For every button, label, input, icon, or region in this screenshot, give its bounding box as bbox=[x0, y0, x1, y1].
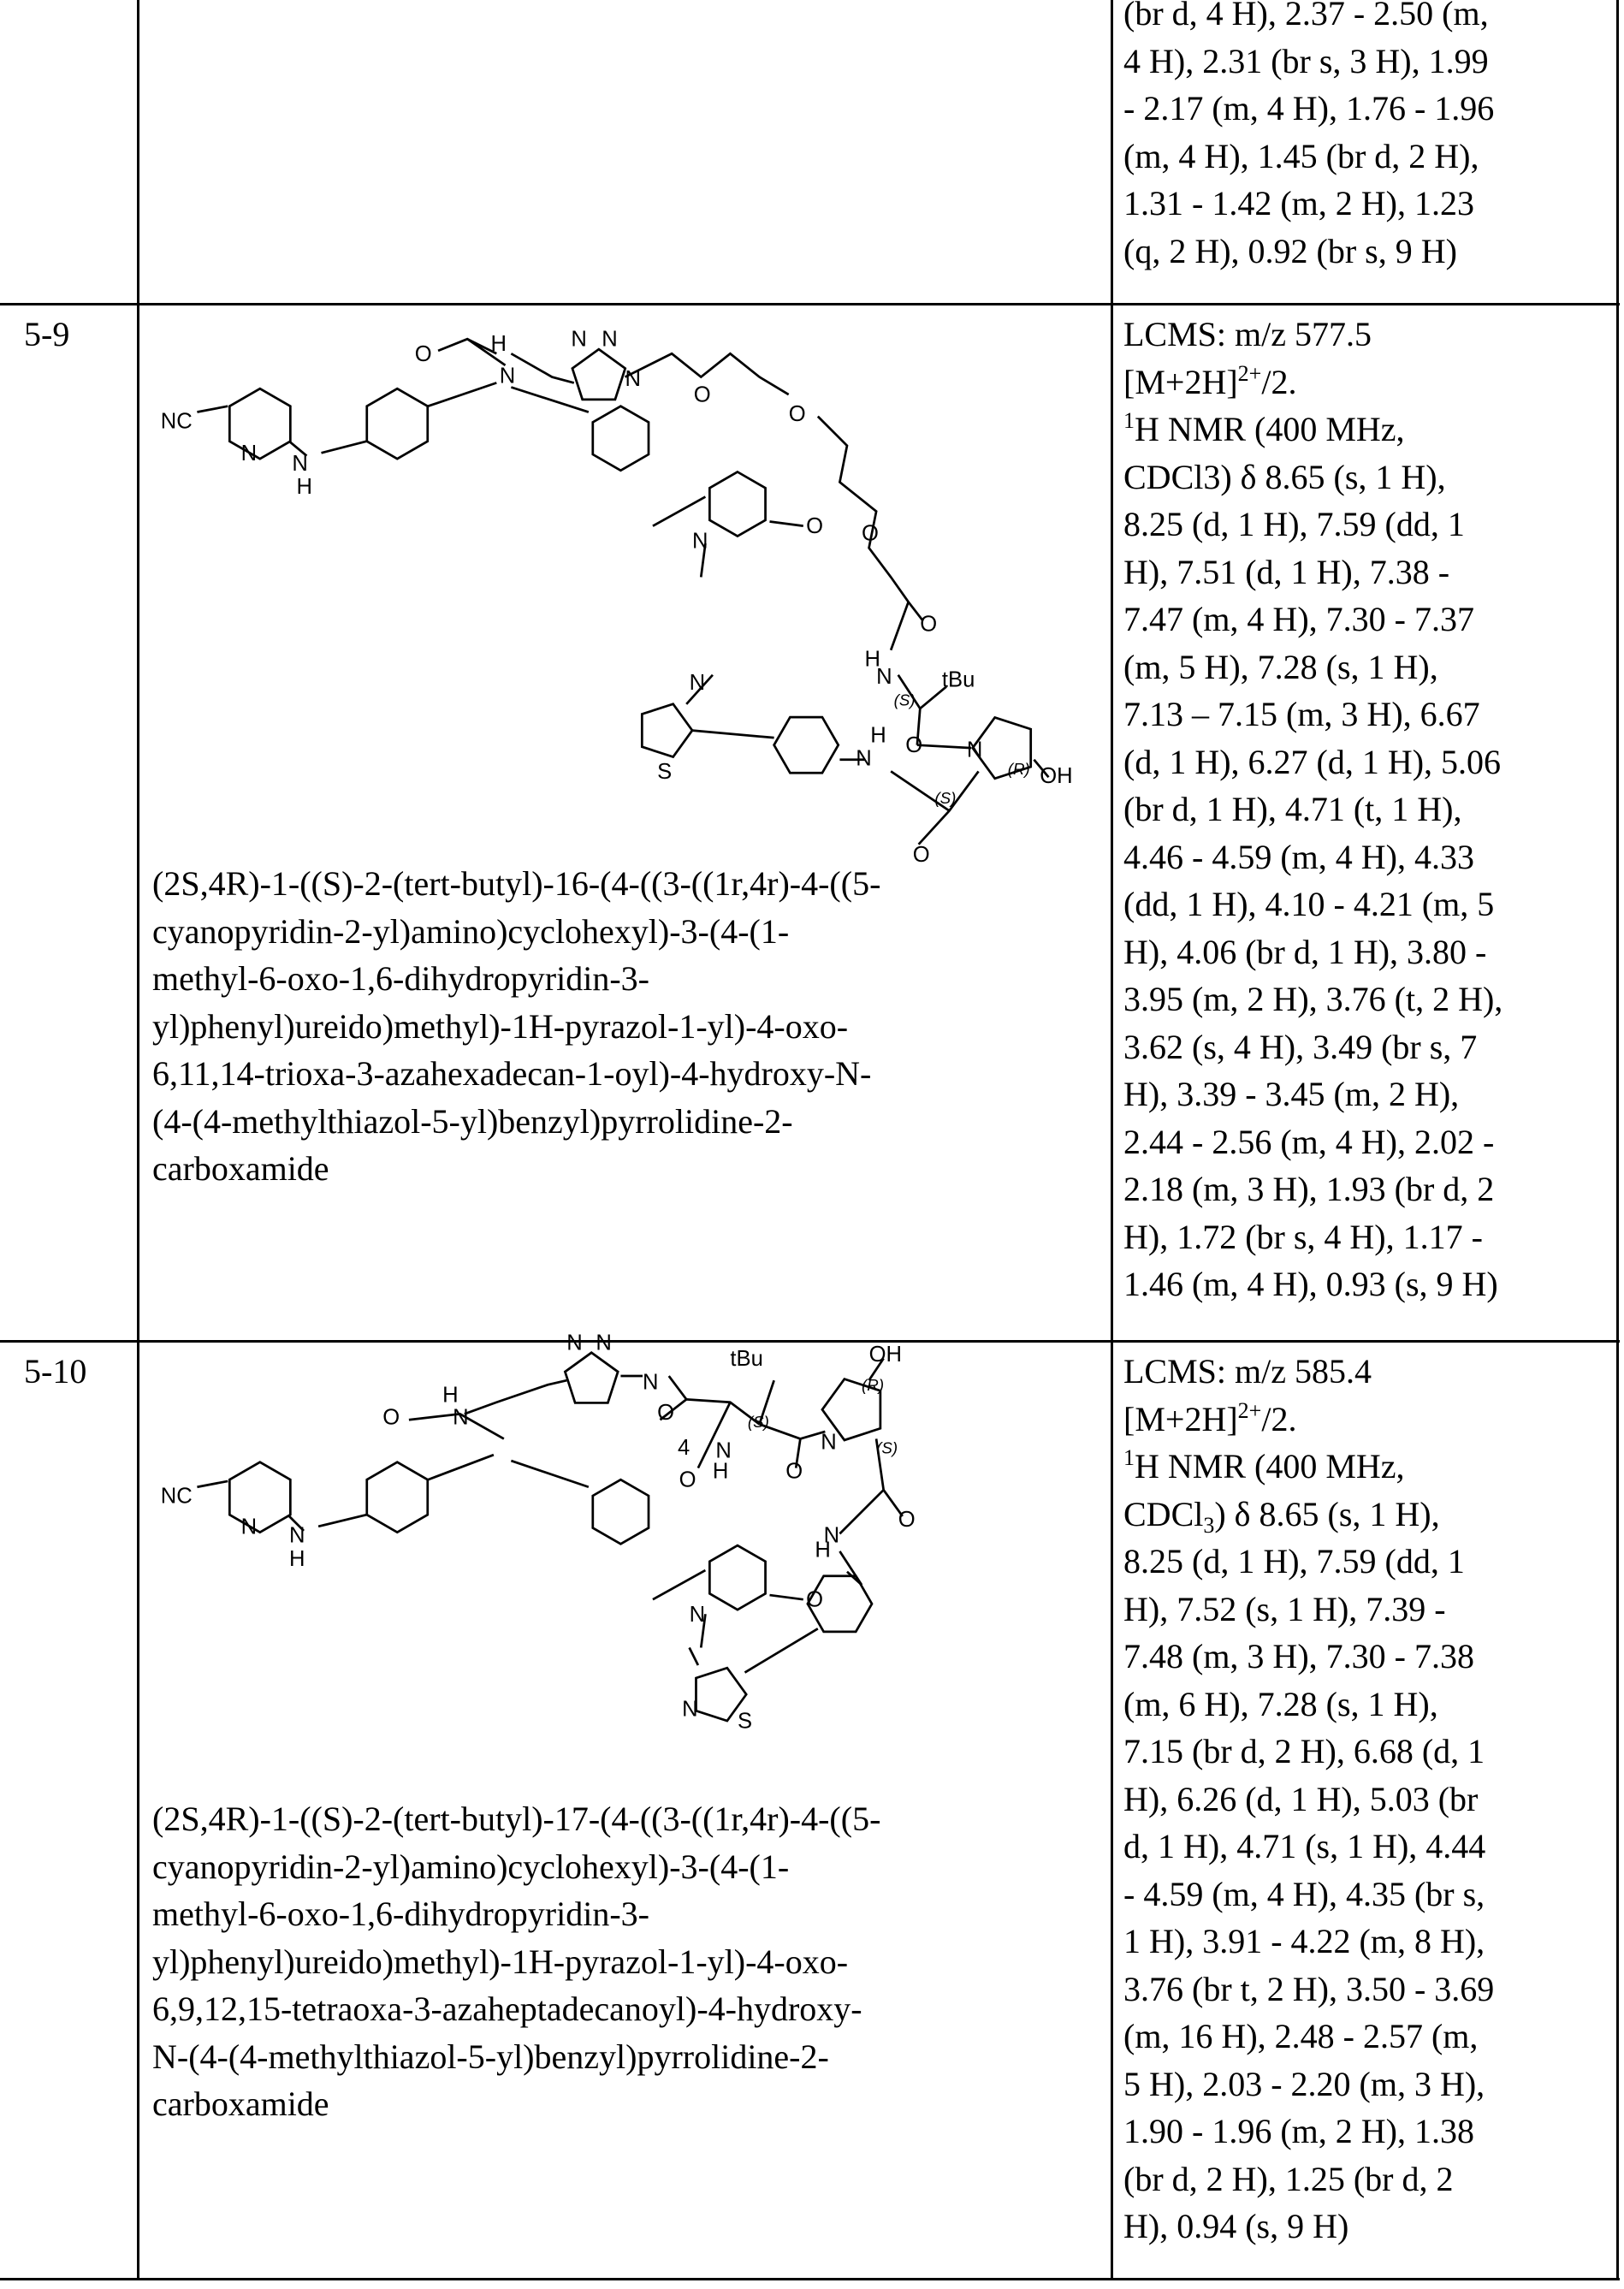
name-line: methyl-6-oxo-1,6-dihydropyridin-3- bbox=[152, 1890, 880, 1938]
bond bbox=[1034, 760, 1048, 777]
atom-label: OH bbox=[1040, 764, 1072, 788]
bond bbox=[511, 388, 588, 412]
atom-label: O bbox=[789, 402, 806, 426]
ring bbox=[229, 388, 290, 459]
atom-label: O bbox=[785, 1460, 803, 1484]
atom-label: N bbox=[241, 442, 257, 466]
atom-label: N bbox=[566, 1331, 582, 1355]
bond bbox=[511, 1461, 588, 1487]
nmr-line: 7.13 – 7.15 (m, 3 H), 6.67 bbox=[1123, 691, 1502, 738]
nmr-line: 3.76 (br t, 2 H), 3.50 - 3.69 bbox=[1123, 1966, 1494, 2013]
nmr-line: 1.31 - 1.42 (m, 2 H), 1.23 bbox=[1123, 180, 1494, 228]
atom-label: N bbox=[856, 747, 871, 771]
solvent-line bbox=[1123, 1491, 1494, 1539]
bond bbox=[428, 1455, 494, 1480]
lcms-line: LCMS: m/z 577.5 bbox=[1123, 311, 1502, 359]
nmr-line: 8.25 (d, 1 H), 7.59 (dd, 1 bbox=[1123, 501, 1502, 549]
ring bbox=[709, 1545, 765, 1610]
lcms-line: LCMS: m/z 585.4 bbox=[1123, 1348, 1494, 1396]
name-line: N-(4-(4-methylthiazol-5-yl)benzyl)pyrrolidine-2- bbox=[152, 2033, 880, 2081]
ring bbox=[808, 1576, 872, 1632]
nmr-line: (dd, 1 H), 4.10 - 4.21 (m, 5 bbox=[1123, 881, 1502, 928]
nmr-line: (m, 6 H), 7.28 (s, 1 H), bbox=[1123, 1681, 1494, 1729]
atom-label: O bbox=[913, 843, 930, 867]
nmr-line: 3.62 (s, 4 H), 3.49 (br s, 7 bbox=[1123, 1023, 1502, 1071]
atom-label: O bbox=[382, 1405, 400, 1429]
bond bbox=[653, 1570, 705, 1599]
nmr-line: H), 7.52 (s, 1 H), 7.39 - bbox=[1123, 1586, 1494, 1634]
table-right-border bbox=[1616, 0, 1619, 2280]
bond bbox=[884, 1490, 903, 1516]
atom-label: O bbox=[806, 514, 823, 538]
bond bbox=[289, 442, 306, 456]
ion-charge: 2+ bbox=[1238, 361, 1262, 386]
column-divider bbox=[1111, 0, 1113, 2280]
nmr-line: 4.46 - 4.59 (m, 4 H), 4.33 bbox=[1123, 833, 1502, 881]
bond bbox=[796, 1438, 800, 1468]
ion: [M+2H] bbox=[1123, 363, 1238, 401]
compound-name bbox=[152, 860, 880, 1193]
bond bbox=[511, 353, 573, 382]
ring bbox=[774, 717, 839, 773]
nmr-head: H NMR (400 MHz, bbox=[1135, 1447, 1405, 1485]
atom-label: H bbox=[864, 648, 880, 672]
name-line: carboxamide bbox=[152, 1145, 880, 1193]
name-line: (4-(4-methylthiazol-5-yl)benzyl)pyrrolidine-2- bbox=[152, 1098, 880, 1146]
atom-label: H bbox=[713, 1460, 728, 1484]
ion-line bbox=[1123, 1396, 1494, 1444]
solvent: CDCl bbox=[1123, 1495, 1203, 1533]
atom-label: N bbox=[682, 1698, 697, 1722]
atom-label: NC bbox=[161, 409, 193, 433]
bond bbox=[690, 1648, 698, 1665]
nmr-line: (q, 2 H), 0.92 (br s, 9 H) bbox=[1123, 228, 1494, 276]
atom-label: O bbox=[905, 733, 922, 757]
nmr-cell-continued bbox=[1123, 0, 1494, 275]
column-divider bbox=[137, 0, 139, 2280]
atom-label: N bbox=[289, 1524, 305, 1548]
bond bbox=[898, 675, 946, 709]
ring bbox=[822, 1379, 880, 1440]
name-line: 6,11,14-trioxa-3-azahexadecan-1-oyl)-4-hydroxy-N- bbox=[152, 1050, 880, 1098]
solvent-subscript: 3 bbox=[1203, 1513, 1214, 1538]
atom-label: N bbox=[292, 452, 307, 476]
nmr-head: H NMR (400 MHz, bbox=[1135, 410, 1405, 448]
row-divider bbox=[0, 303, 1620, 305]
name-line: carboxamide bbox=[152, 2080, 880, 2128]
atom-label: N bbox=[692, 529, 708, 553]
nmr-line: (br d, 1 H), 4.71 (t, 1 H), bbox=[1123, 786, 1502, 833]
nmr-line: H), 0.94 (s, 9 H) bbox=[1123, 2203, 1494, 2250]
bond bbox=[197, 1481, 228, 1487]
atom-label: N bbox=[602, 328, 617, 352]
nmr-line: - 2.17 (m, 4 H), 1.76 - 1.96 bbox=[1123, 85, 1494, 133]
nmr-line: H), 1.72 (br s, 4 H), 1.17 - bbox=[1123, 1213, 1502, 1261]
atom-label: H bbox=[289, 1547, 305, 1571]
nmr-line: (d, 1 H), 6.27 (d, 1 H), 5.06 bbox=[1123, 738, 1502, 786]
compound-name bbox=[152, 1795, 880, 2128]
atom-label: O bbox=[806, 1588, 823, 1612]
nmr-line: (m, 4 H), 1.45 (br d, 2 H), bbox=[1123, 133, 1494, 181]
nmr-line: 5 H), 2.03 - 2.20 (m, 3 H), bbox=[1123, 2061, 1494, 2108]
bond bbox=[744, 1628, 817, 1672]
atom-label: (R) bbox=[1008, 760, 1030, 778]
atom-label: tBu bbox=[730, 1347, 762, 1371]
atom-label: tBu bbox=[942, 667, 975, 691]
atom-label: H bbox=[442, 1384, 458, 1408]
ring bbox=[367, 1462, 428, 1533]
bond bbox=[438, 339, 506, 365]
bond bbox=[686, 675, 713, 704]
row-divider bbox=[0, 1340, 1620, 1343]
bond bbox=[701, 543, 705, 577]
bond bbox=[625, 353, 789, 394]
ring bbox=[593, 406, 649, 471]
table-bottom-border bbox=[0, 2278, 1620, 2280]
bond bbox=[465, 1380, 566, 1414]
atom-label: (S) bbox=[876, 1438, 898, 1456]
nmr-line: - 4.59 (m, 4 H), 4.35 (br s, bbox=[1123, 1871, 1494, 1918]
atom-label: N bbox=[241, 1515, 257, 1539]
name-line: yl)phenyl)ureido)methyl)-1H-pyrazol-1-yl)-4-oxo- bbox=[152, 1003, 880, 1051]
bond bbox=[917, 745, 971, 748]
nmr-line: 1 H), 3.91 - 4.22 (m, 8 H), bbox=[1123, 1918, 1494, 1966]
name-line: yl)phenyl)ureido)methyl)-1H-pyrazol-1-yl)-4-oxo- bbox=[152, 1938, 880, 1986]
bond bbox=[839, 1438, 883, 1533]
nmr-line: 2.44 - 2.56 (m, 4 H), 2.02 - bbox=[1123, 1118, 1502, 1166]
atom-label: O bbox=[898, 1508, 916, 1532]
nmr-line: H), 7.51 (d, 1 H), 7.38 - bbox=[1123, 549, 1502, 596]
ion-charge: 2+ bbox=[1238, 1398, 1262, 1423]
nmr-line: 1.90 - 1.96 (m, 2 H), 1.38 bbox=[1123, 2108, 1494, 2156]
nmr-line: H), 6.26 (d, 1 H), 5.03 (br bbox=[1123, 1776, 1494, 1823]
isotope: 1 bbox=[1123, 1445, 1135, 1470]
bond bbox=[701, 1614, 705, 1647]
nmr-line: (m, 16 H), 2.48 - 2.57 (m, bbox=[1123, 2013, 1494, 2061]
bond bbox=[289, 1516, 304, 1531]
atom-label: N bbox=[643, 1370, 658, 1394]
atom-label: O bbox=[920, 613, 937, 637]
analytical-data-cell bbox=[1123, 1348, 1494, 2250]
bond bbox=[869, 1359, 884, 1381]
name-line: 6,9,12,15-tetraoxa-3-azaheptadecanoyl)-4-hydroxy- bbox=[152, 1985, 880, 2033]
compound-id: 5-9 bbox=[24, 311, 69, 359]
atom-label: 4 bbox=[678, 1436, 690, 1460]
atom-label: O bbox=[862, 522, 879, 546]
ring bbox=[642, 704, 692, 757]
bond bbox=[770, 522, 803, 526]
nmr-line: 4 H), 2.31 (br s, 3 H), 1.99 bbox=[1123, 38, 1494, 86]
atom-label: N bbox=[596, 1331, 611, 1355]
atom-label: (S) bbox=[748, 1413, 769, 1431]
ring bbox=[973, 717, 1031, 778]
bond bbox=[919, 771, 979, 844]
name-line: cyanopyridin-2-yl)amino)cyclohexyl)-3-(4-(1- bbox=[152, 908, 880, 956]
atom-label: H bbox=[870, 723, 886, 747]
nmr-line: (br d, 2 H), 1.25 (br d, 2 bbox=[1123, 2156, 1494, 2203]
ion-line bbox=[1123, 359, 1502, 406]
bond bbox=[322, 442, 367, 454]
structure-5-9 bbox=[161, 328, 1073, 868]
bond bbox=[660, 1376, 686, 1420]
atom-label: S bbox=[657, 760, 672, 784]
ion: [M+2H] bbox=[1123, 1400, 1238, 1438]
solvent-tail: ) δ 8.65 (s, 1 H), bbox=[1214, 1495, 1439, 1533]
atom-label: (R) bbox=[862, 1376, 884, 1394]
nmr-line: (m, 5 H), 7.28 (s, 1 H), bbox=[1123, 643, 1502, 691]
nmr-line: H), 3.39 - 3.45 (m, 2 H), bbox=[1123, 1070, 1502, 1118]
atom-label: N bbox=[500, 364, 515, 388]
nmr-line: 1.46 (m, 4 H), 0.93 (s, 9 H) bbox=[1123, 1260, 1502, 1308]
atom-label: N bbox=[690, 1603, 705, 1627]
atom-label: (S) bbox=[934, 789, 956, 807]
atom-label: NC bbox=[161, 1485, 193, 1509]
bond bbox=[760, 1424, 826, 1438]
nmr-line: 7.15 (br d, 2 H), 6.68 (d, 1 bbox=[1123, 1728, 1494, 1776]
nmr-line: (br d, 4 H), 2.37 - 2.50 (m, bbox=[1123, 0, 1494, 38]
bond bbox=[891, 602, 908, 649]
ring bbox=[367, 388, 428, 459]
atom-label: N bbox=[967, 738, 982, 762]
isotope: 1 bbox=[1123, 408, 1135, 433]
ion-tail: /2. bbox=[1261, 363, 1296, 401]
atom-label: O bbox=[657, 1401, 674, 1425]
atom-label: O bbox=[679, 1468, 696, 1492]
atom-label: (S) bbox=[894, 691, 916, 709]
nmr-header bbox=[1123, 406, 1502, 454]
atom-label: N bbox=[571, 328, 586, 352]
atom-label: N bbox=[625, 367, 641, 391]
atom-label: N bbox=[715, 1439, 731, 1463]
bond bbox=[760, 1380, 774, 1424]
ring bbox=[709, 472, 765, 537]
bond bbox=[770, 1595, 803, 1599]
atom-label: S bbox=[738, 1709, 752, 1733]
atom-label: N bbox=[690, 671, 705, 695]
structure-5-10 bbox=[161, 1331, 916, 1733]
ring bbox=[696, 1668, 746, 1721]
atom-label: N bbox=[453, 1405, 468, 1429]
ring bbox=[593, 1480, 649, 1544]
atom-label: H bbox=[490, 332, 506, 356]
atom-label: H bbox=[296, 475, 311, 499]
atom-label: N bbox=[876, 665, 892, 689]
bond bbox=[686, 1399, 759, 1424]
ring bbox=[572, 349, 625, 400]
name-line: (2S,4R)-1-((S)-2-(tert-butyl)-17-(4-((3-((1r,4r)-4-((5- bbox=[152, 1795, 880, 1843]
bond bbox=[698, 1402, 731, 1468]
bond bbox=[428, 382, 496, 406]
atom-label: OH bbox=[869, 1343, 902, 1367]
nmr-header bbox=[1123, 1443, 1494, 1491]
name-line: (2S,4R)-1-((S)-2-(tert-butyl)-16-(4-((3-((1r,4r)-4-((5- bbox=[152, 860, 880, 908]
atom-label: H bbox=[815, 1539, 830, 1563]
atom-label: N bbox=[824, 1524, 839, 1548]
bond bbox=[891, 771, 949, 810]
atom-label: O bbox=[694, 383, 711, 407]
atom-label: N bbox=[821, 1430, 836, 1454]
bond bbox=[197, 406, 228, 412]
nmr-line: 7.47 (m, 4 H), 7.30 - 7.37 bbox=[1123, 596, 1502, 643]
bond bbox=[839, 1551, 862, 1585]
nmr-line: 2.18 (m, 3 H), 1.93 (br d, 2 bbox=[1123, 1165, 1502, 1213]
bond bbox=[653, 497, 705, 526]
bond bbox=[692, 731, 774, 738]
atom-label: O bbox=[415, 342, 432, 366]
nmr-line: 8.25 (d, 1 H), 7.59 (dd, 1 bbox=[1123, 1538, 1494, 1586]
name-line: methyl-6-oxo-1,6-dihydropyridin-3- bbox=[152, 955, 880, 1003]
ring bbox=[565, 1353, 618, 1403]
ion-tail: /2. bbox=[1261, 1400, 1296, 1438]
bond bbox=[917, 709, 920, 745]
nmr-line: d, 1 H), 4.71 (s, 1 H), 4.44 bbox=[1123, 1823, 1494, 1871]
ring bbox=[229, 1462, 290, 1533]
nmr-line: CDCl3) δ 8.65 (s, 1 H), bbox=[1123, 454, 1502, 501]
bond bbox=[467, 339, 496, 353]
nmr-line: 7.48 (m, 3 H), 7.30 - 7.38 bbox=[1123, 1633, 1494, 1681]
bond bbox=[818, 417, 923, 621]
analytical-data-cell bbox=[1123, 311, 1502, 1308]
name-line: cyanopyridin-2-yl)amino)cyclohexyl)-3-(4-(1- bbox=[152, 1843, 880, 1891]
bond bbox=[318, 1515, 366, 1527]
bond bbox=[409, 1414, 504, 1438]
compound-id: 5-10 bbox=[24, 1348, 86, 1396]
nmr-line: H), 4.06 (br d, 1 H), 3.80 - bbox=[1123, 928, 1502, 976]
nmr-line: 3.95 (m, 2 H), 3.76 (t, 2 H), bbox=[1123, 975, 1502, 1023]
